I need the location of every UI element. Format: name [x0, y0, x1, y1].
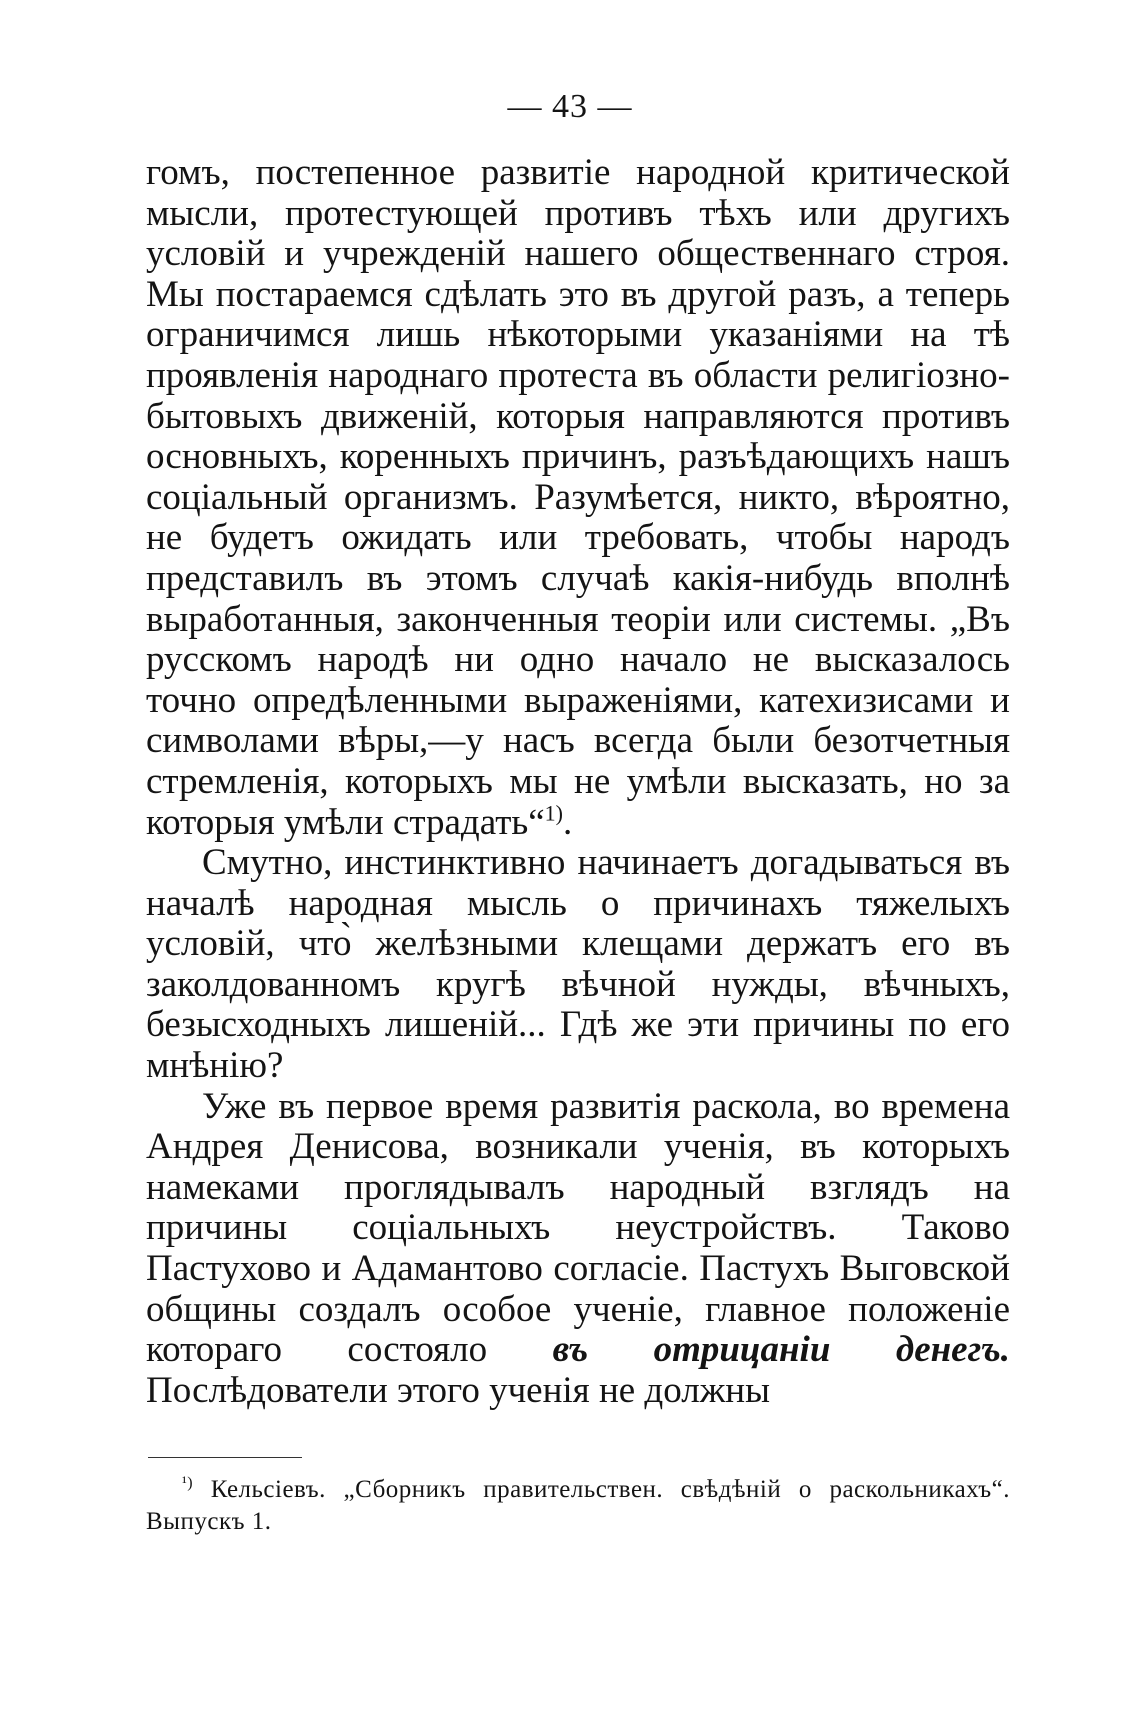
paragraph-1	[146, 153, 1010, 843]
paragraph-3-emphasis: въ отрицаніи денегъ.	[552, 1329, 1010, 1371]
paragraph-2: Смутно, инстинктивно начинаетъ догадываться въ началѣ народная мысль о причинахъ тяжелыхъ условій, что̀ желѣзными клещами держатъ его въ заколдованномъ кругѣ вѣчной нужды, вѣчныхъ, безысходныхъ лишеній... Гдѣ же эти причины по его мнѣнію?	[146, 842, 1010, 1087]
paragraph-1-tail: .	[563, 801, 573, 843]
footnote-divider	[148, 1457, 302, 1458]
paragraph-3-text-after: Послѣдователи этого ученія не должны	[146, 1369, 770, 1411]
paragraph-3	[146, 1087, 1010, 1412]
page-number: — 43 —	[507, 88, 633, 125]
footnote	[146, 1474, 1010, 1538]
footnote-marker: ¹)	[182, 1474, 194, 1492]
paragraph-1-text: гомъ, постепенное развитіе народной критической мысли, протестующей противъ тѣхъ или другихъ условій и учрежденій нашего общественнаго строя. Мы постараемся сдѣлать это въ другой разъ, а теперь ограничимся лишь нѣкоторыми указаніями на тѣ проявленія народнаго протеста въ области религіозно-бытовыхъ движеній, которыя направляются противъ основныхъ, коренныхъ причинъ, разъѣдающихъ нашъ соціальный организмъ. Разумѣется, никто, вѣроятно, не будетъ ожидать или требовать, чтобы народъ представилъ въ этомъ случаѣ какія-нибудь вполнѣ выработанныя, законченныя теоріи или системы. „Въ русскомъ народѣ ни одно начало не высказалось точно опредѣленными выраженіями, катехизисами и символами вѣры,—у насъ всегда были безотчетныя стремленія, которыхъ мы не умѣли высказать, но за которыя умѣли страдать“	[146, 152, 1010, 843]
footnote-text: Кельсіевъ. „Сборникъ правительствен. свѣдѣній о раскольникахъ“. Выпускъ 1.	[146, 1476, 1010, 1535]
body-text	[146, 153, 1010, 1411]
paragraph-3-text-before: Уже въ первое время развитія раскола, во времена Андрея Денисова, возникали ученія, въ которыхъ намеками проглядывалъ народный взглядъ на причины соціальныхъ неустройствъ. Таково Пастухово и Адамантово согласіе. Пастухъ Выговской общины создалъ особое ученіе, главное положеніе котораго состояло	[146, 1085, 1010, 1371]
footnote-reference: 1)	[544, 800, 563, 826]
